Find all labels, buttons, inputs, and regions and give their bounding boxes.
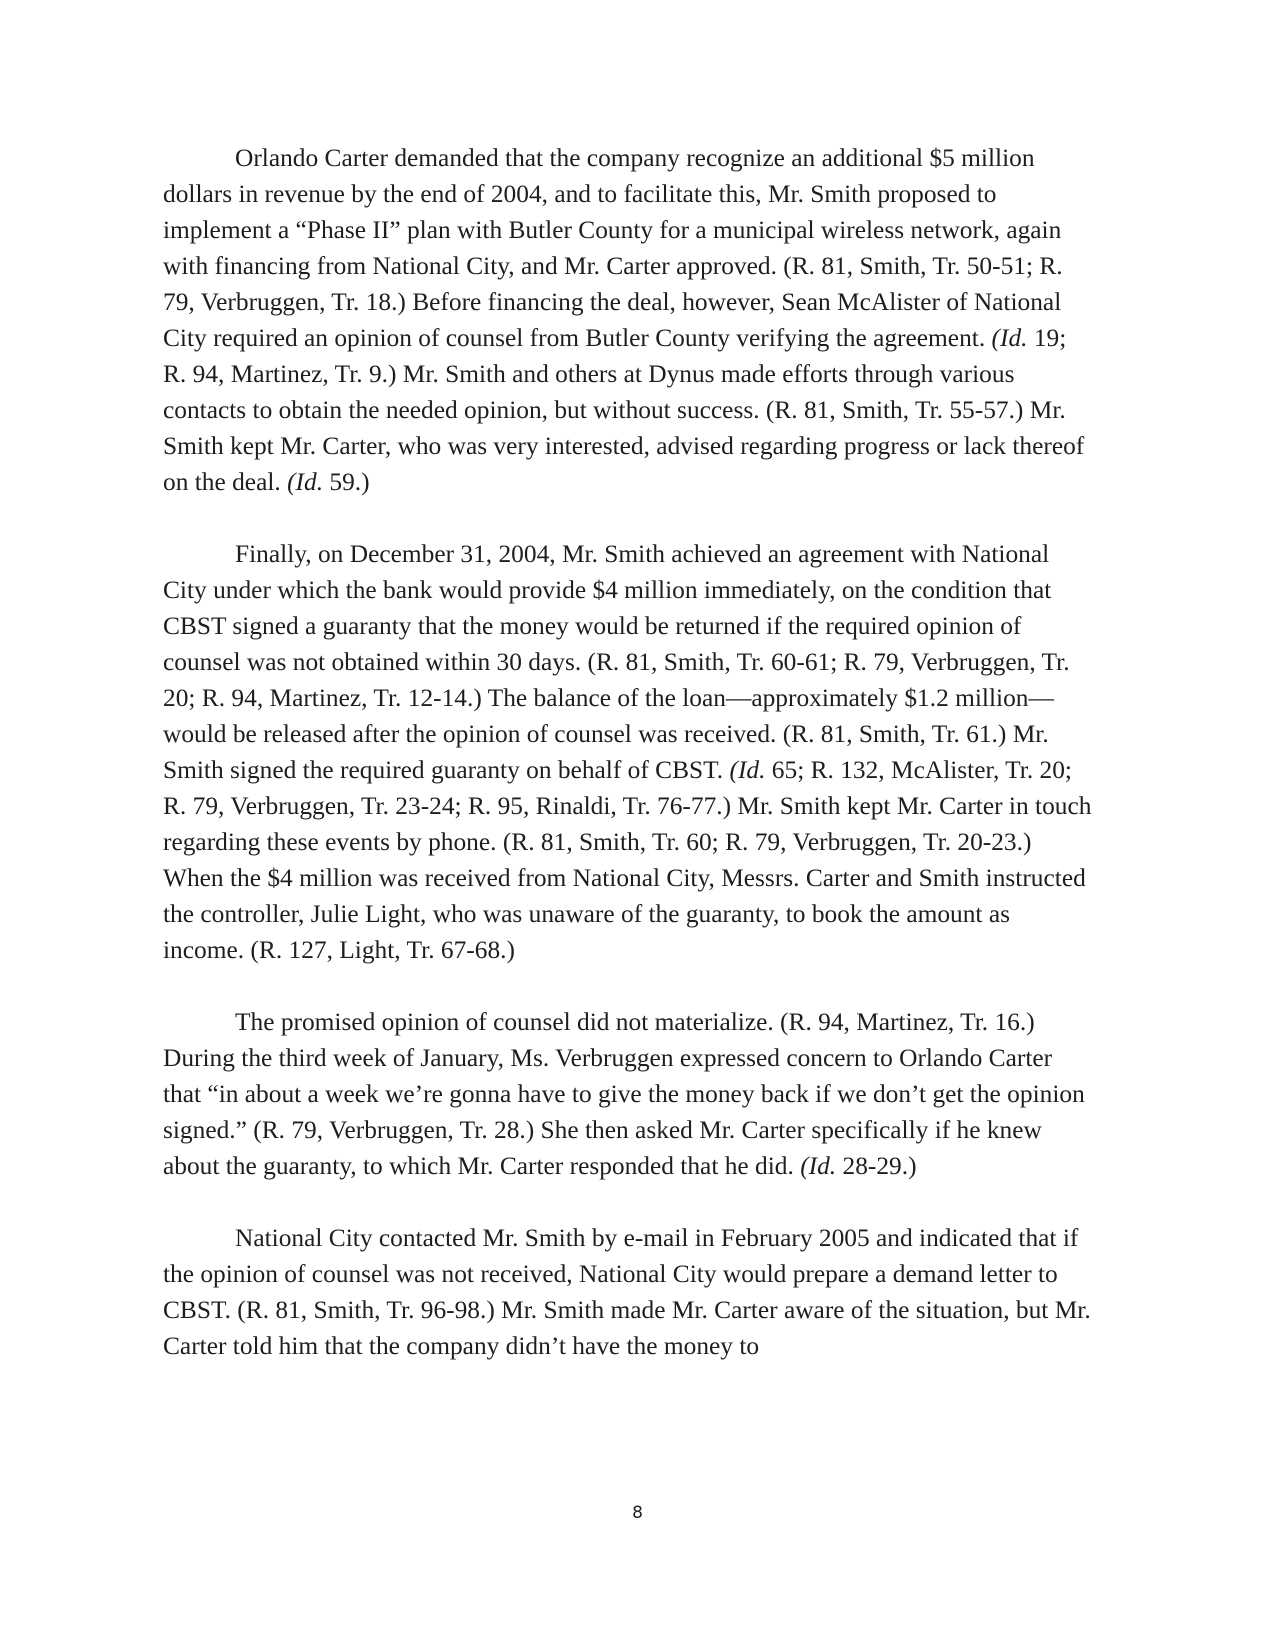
citation-id: (Id. [287,468,324,496]
citation-id: (Id. [991,324,1028,352]
paragraph-1 [163,140,1095,500]
text-segment: 59.) [323,468,370,496]
document-body [163,140,1095,1400]
citation-id: (Id. [729,756,766,784]
text-segment: National City contacted Mr. Smith by e-mail in February 2005 and indicated that if the opinion of counsel was not received, National City would prepare a demand letter to CBST. (R. 81, Smith, Tr. 96-98.) Mr. Smith made Mr. Carter aware of the situation, but Mr. Carter told him that the company didn’t have the money to [163,1224,1091,1360]
text-segment: 28-29.) [836,1152,917,1180]
page-number: 8 [632,1503,643,1523]
paragraph-2 [163,536,1095,968]
text-segment: The promised opinion of counsel did not materialize. (R. 94, Martinez, Tr. 16.) During the third week of January, Ms. Verbruggen expressed concern to Orlando Carter that “in about a week we’re gonna have to give the money back if we don’t get the opinion signed.” (R. 79, Verbruggen, Tr. 28.) She then asked Mr. Carter specifically if he knew about the guaranty, to which Mr. Carter responded that he did. [163,1008,1085,1180]
paragraph-3 [163,1004,1095,1184]
text-segment: Orlando Carter demanded that the company recognize an additional $5 million dollars in revenue by the end of 2004, and to facilitate this, Mr. Smith proposed to implement a “Phase II” plan with Butler County for a municipal wireless network, again with financing from National City, and Mr. Carter approved. (R. 81, Smith, Tr. 50-51; R. 79, Verbruggen, Tr. 18.) Before financing the deal, however, Sean McAlister of National City required an opinion of counsel from Butler County verifying the agreement. [163,144,1063,352]
citation-id: (Id. [800,1152,837,1180]
text-segment: 19; R. 94, Martinez, Tr. 9.) Mr. Smith and others at Dynus made efforts through various contacts to obtain the needed opinion, but without success. (R. 81, Smith, Tr. 55-57.) Mr. Smith kept Mr. Carter, who was very interested, advised regarding progress or lack thereof on the deal. [163,324,1085,496]
text-segment: Finally, on December 31, 2004, Mr. Smith achieved an agreement with National City under which the bank would provide $4 million immediately, on the condition that CBST signed a guaranty that the money would be returned if the required opinion of counsel was not obtained within 30 days. (R. 81, Smith, Tr. 60-61; R. 79, Verbruggen, Tr. 20; R. 94, Martinez, Tr. 12-14.) The balance of the loan—approximately $1.2 million—would be released after the opinion of counsel was received. (R. 81, Smith, Tr. 61.) Mr. Smith signed the required guaranty on behalf of CBST. [163,540,1070,784]
text-segment: 65; R. 132, McAlister, Tr. 20; R. 79, Verbruggen, Tr. 23-24; R. 95, Rinaldi, Tr. 76-77.) Mr. Smith kept Mr. Carter in touch regarding these events by phone. (R. 81, Smith, Tr. 60; R. 79, Verbruggen, Tr. 20-23.) When the $4 million was received from National City, Messrs. Carter and Smith instructed the controller, Julie Light, who was unaware of the guaranty, to book the amount as income. (R. 127, Light, Tr. 67-68.) [163,756,1092,964]
paragraph-4 [163,1220,1095,1364]
